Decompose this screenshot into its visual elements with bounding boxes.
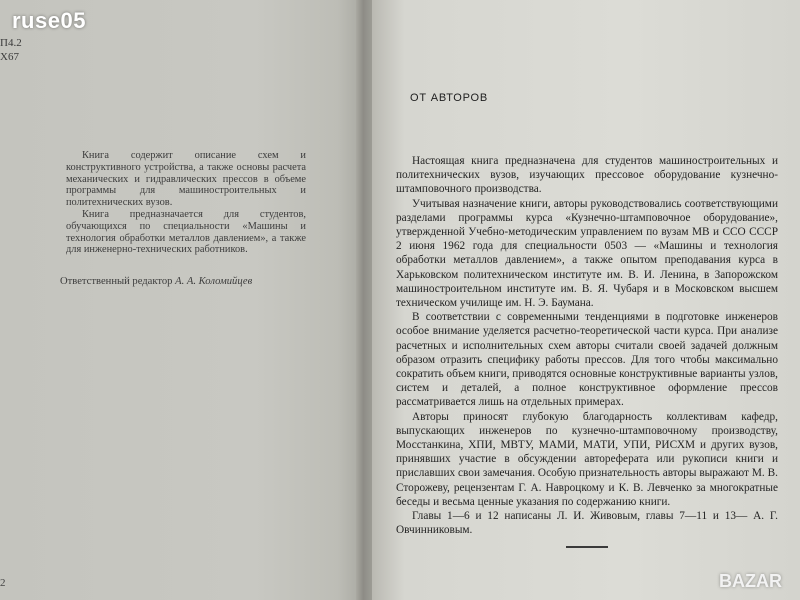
bazar-logo: BAZAR xyxy=(719,571,782,591)
responsible-editor xyxy=(60,276,252,287)
book-spine-gutter xyxy=(356,0,372,600)
udk-code xyxy=(0,36,22,64)
left-page xyxy=(0,0,363,600)
preface-paragraph: Настоящая книга предназначена для студентов машиностроительных и политехнических вузов, изучающих прессовое оборудование кузнечно-штамповочного производства. xyxy=(396,155,778,196)
editor-label: Ответственный редактор xyxy=(60,276,173,287)
preface-paragraph: Авторы приносят глубокую благодарность коллективам кафедр, выпускающих инженеров по кузнечно-штамповочному производству, Мосстанкина, ХПИ, МВТУ, МАМИ, МАТИ, УПИ, РИСХМ и других вузов, принявших участие в обсуждении автореферата или рукописи книги и приславших свои замечания. Особую признательность авторы выражают М. В. Сторожеву, рецензентам Г. А. Навроцкому и К. В. Левченко за многократные беседы и весьма ценные указания по содержанию книги. xyxy=(396,410,778,508)
preface-body xyxy=(396,154,778,537)
preface-paragraph: В соответствии с современными тенденциями в подготовке инженеров особое внимание уделяется расчетно-теоретической части курса. При анализе расчетных и исполнительных схем авторы считали своей задачей должным образом отразить специфику работы прессов. Для того чтобы максимально сократить объем книги, приводятся основные конструктивные варианты узлов, систем и деталей, а полное конструктивное оформление прессов рассматривается лишь на отдельных примерах. xyxy=(396,311,778,409)
book-annotation xyxy=(66,150,306,256)
annotation-paragraph: Книга предназначается для студентов, обучающихся по специальности «Машины и технология обработки металлов давлением», а также для инженерно-технических работников. xyxy=(66,208,306,256)
site-watermark: ruse05 xyxy=(12,8,86,33)
page-number: 2 xyxy=(0,577,6,589)
annotation-paragraph: Книга содержит описание схем и конструктивного устройства, а также основы расчета механических и гидравлических прессов в объеме программы для машиностроительных и политехнических вузов. xyxy=(66,150,306,209)
end-rule xyxy=(566,546,608,548)
section-heading: ОТ АВТОРОВ xyxy=(410,92,489,104)
udk-line: Х67 xyxy=(0,51,19,63)
udk-line: П4.2 xyxy=(0,37,22,49)
editor-name: А. А. Коломийцев xyxy=(175,276,253,287)
preface-paragraph: Учитывая назначение книги, авторы руководствовались соответствующими разделами программы курса «Кузнечно-штамповочное оборудование», утвержденной Учебно-методическим управлением по вузам МВ и ССО СССР 2 июня 1962 года для специальности 0503 — «Машины и технология обработки металлов давлением», а также опытом преподавания курса в Харьковском политехническом институте им. В. И. Ленина, в Запорожском машиностроительном институте им. В. Я. Чубаря и в Московском высшем техническом училище им. Н. Э. Баумана. xyxy=(396,197,778,310)
preface-paragraph: Главы 1—6 и 12 написаны Л. И. Живовым, главы 7—11 и 13— А. Г. Овчинниковым. xyxy=(396,510,778,537)
